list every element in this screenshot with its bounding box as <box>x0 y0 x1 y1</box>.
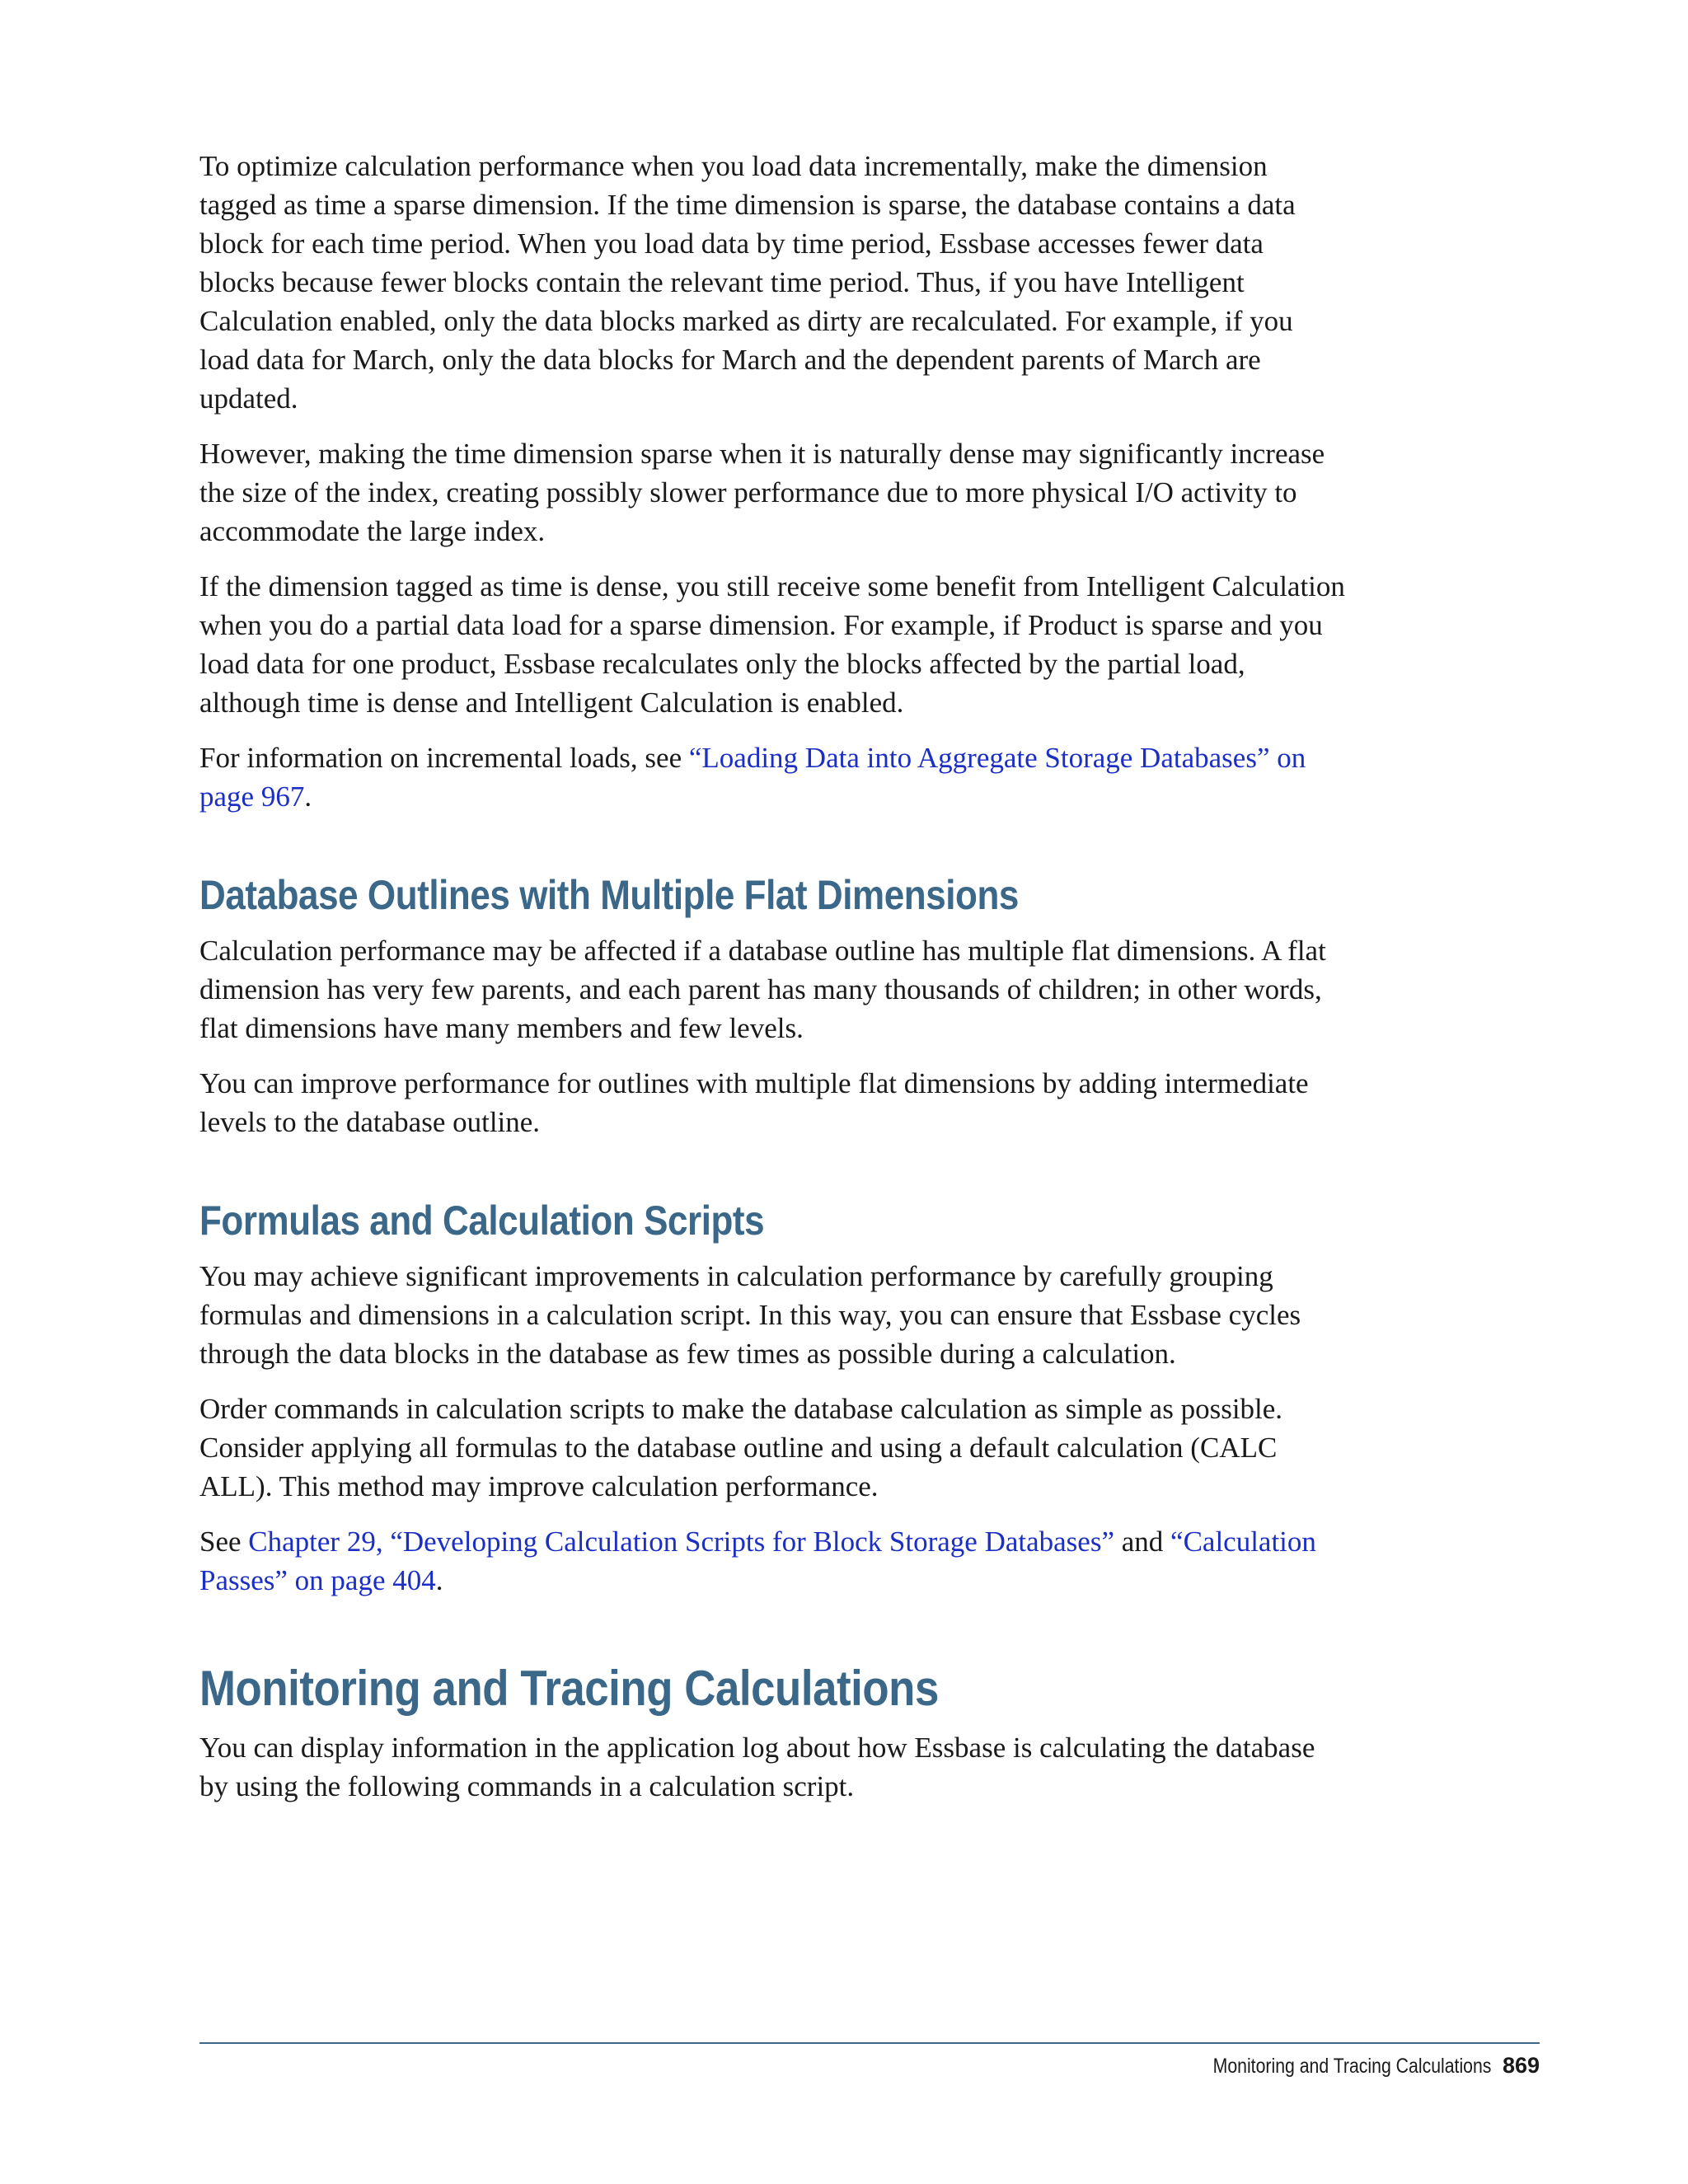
page-footer <box>1164 2052 1540 2079</box>
formulas-paragraph-2: Order commands in calculation scripts to make the database calculation as simple as possible. Consider applying all formulas to the database outline and using a default calculation (CALC ALL). This method may improve calculation performance. <box>199 1393 1283 1502</box>
intro-paragraph-4 <box>199 738 1345 816</box>
intro-paragraph-1: To optimize calculation performance when you load data incrementally, make the dimension tagged as time a sparse dimension. If the time dimension is sparse, the database contains a data block for each time period. When you load data by time period, Essbase accesses fewer data blocks because fewer blocks contain the relevant time period. Thus, if you have Intelligent Calculation enabled, only the data blocks marked as dirty are recalculated. For example, if you load data for March, only the data blocks for March and the dependent parents of March are updated. <box>199 150 1296 415</box>
heading-flat-dimensions: Database Outlines with Multiple Flat Dimensions <box>199 872 1019 918</box>
link-loading-data-aggregate-storage[interactable]: “Loading Data into Aggregate Storage Databases” on page 967 <box>199 742 1306 813</box>
flat-paragraph-1: Calculation performance may be affected if a database outline has multiple flat dimensions. A flat dimension has very few parents, and each parent has many thousands of children; in other words, flat dimensions have many members and few levels. <box>199 935 1326 1044</box>
flat-paragraph-2: You can improve performance for outlines with multiple flat dimensions by adding intermediate levels to the database outline. <box>199 1067 1309 1138</box>
formulas-p3-text-after: . <box>435 1564 443 1596</box>
footer-divider <box>199 2042 1540 2044</box>
intro-p4-text-before: For information on incremental loads, see <box>199 742 689 774</box>
link-chapter-29[interactable]: Chapter 29, “Developing Calculation Scripts for Block Storage Databases” <box>248 1526 1114 1558</box>
intro-p4-text-after: . <box>304 780 312 813</box>
formulas-p3-text-before: See <box>199 1526 249 1558</box>
intro-paragraph-2: However, making the time dimension sparse when it is naturally dense may significantly increase the size of the index, creating possibly slower performance due to more physical I/O activity to accommodate the large index. <box>199 438 1325 547</box>
intro-paragraph-3: If the dimension tagged as time is dense, you still receive some benefit from Intelligent Calculation when you do a partial data load for a sparse dimension. For example, if Product is sparse and you load data for one product, Essbase recalculates only the blocks affected by the partial load, although time is dense and Intelligent Calculation is enabled. <box>199 570 1345 719</box>
footer-page-number: 869 <box>1502 2053 1540 2078</box>
heading-formulas-calc-scripts: Formulas and Calculation Scripts <box>199 1197 765 1244</box>
monitoring-paragraph-1: You can display information in the application log about how Essbase is calculating the database by using the following commands in a calculation script. <box>199 1732 1315 1802</box>
heading-monitoring-tracing: Monitoring and Tracing Calculations <box>199 1661 939 1716</box>
formulas-paragraph-1: You may achieve significant improvements in calculation performance by carefully grouping formulas and dimensions in a calculation script. In this way, you can ensure that Essbase cycles through the data blocks in the database as few times as possible during a calculation. <box>199 1260 1301 1370</box>
footer-running-title: Monitoring and Tracing Calculations <box>1212 2055 1491 2078</box>
link-calculation-passes[interactable]: “Calculation Passes” on page 404 <box>199 1526 1316 1596</box>
formulas-p3-text-mid: and <box>1114 1526 1171 1558</box>
body-column <box>199 147 1345 1822</box>
formulas-paragraph-3 <box>199 1522 1345 1600</box>
